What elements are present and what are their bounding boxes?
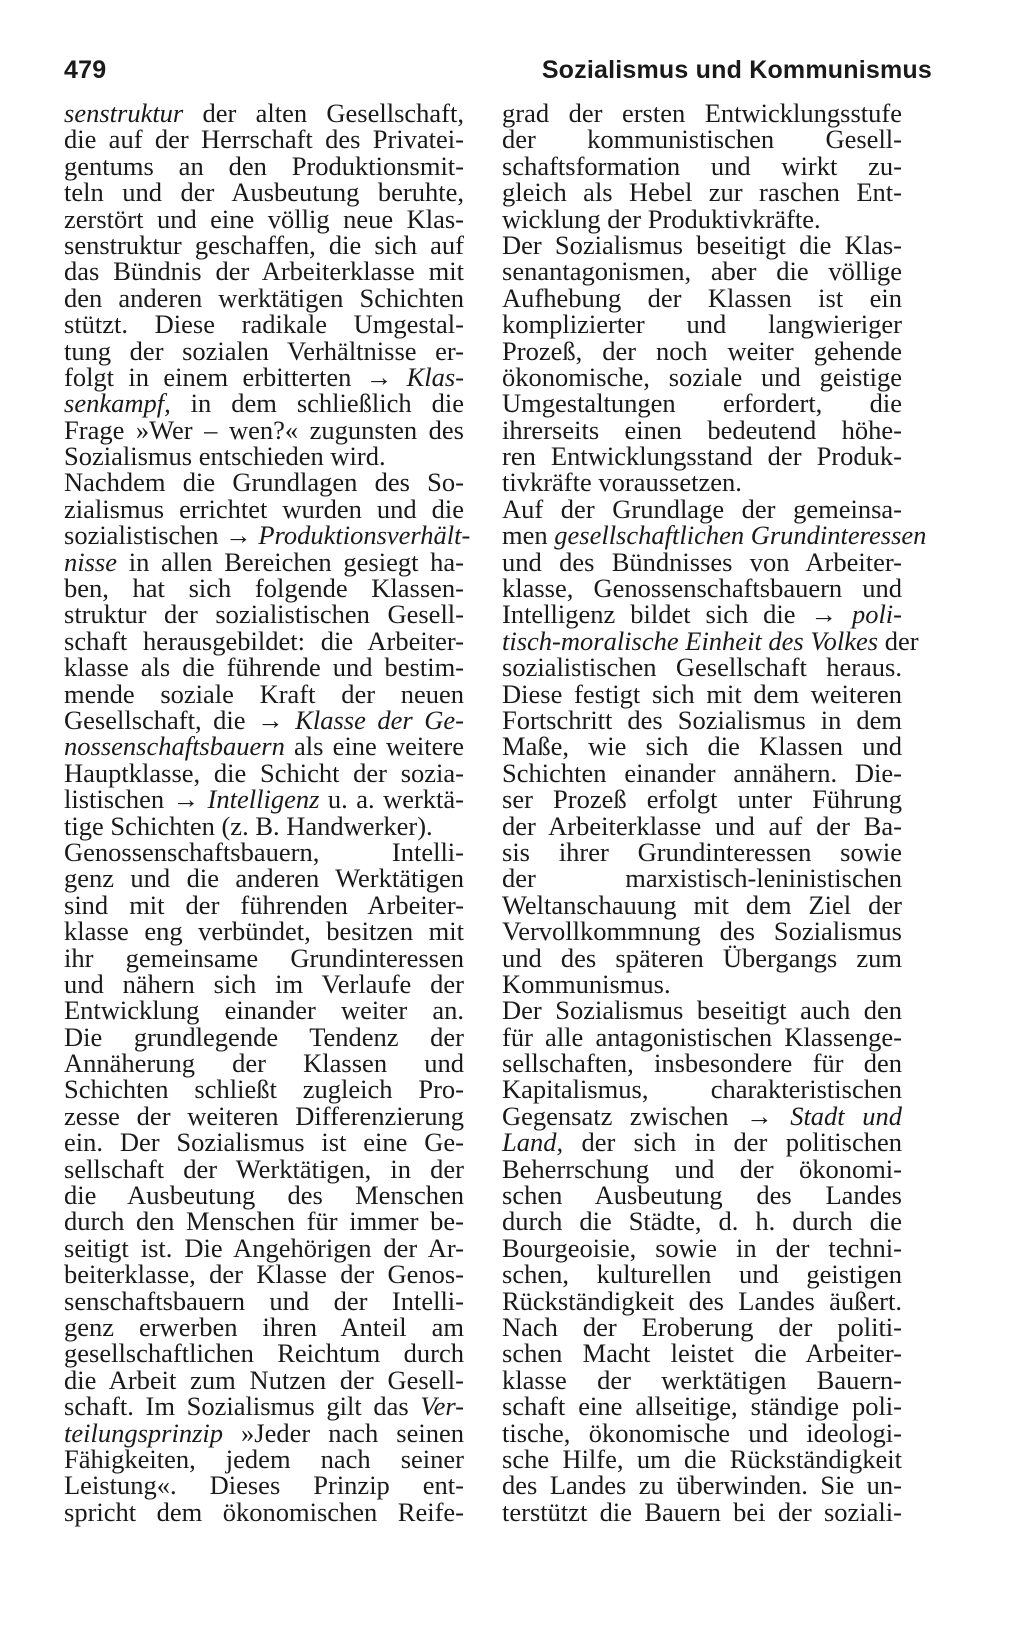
text-segment: Beherrschung und der ökonomi- (502, 1153, 902, 1184)
text-segment: ihrerseits einen bedeutend höhe- (502, 414, 902, 445)
text-segment: Bourgeoisie, sowie in der techni- (502, 1232, 902, 1263)
left-text-column (64, 98, 471, 1527)
text-segment: sellschaften, insbesondere für den (502, 1048, 902, 1079)
italic-term: senkampf, (64, 388, 171, 419)
text-line (502, 731, 902, 762)
italic-term: Klas- (406, 361, 464, 392)
text-line (502, 1364, 902, 1395)
text-line (64, 361, 464, 392)
text-line (64, 916, 464, 947)
text-segment: der (878, 625, 919, 656)
text-segment: klasse eng verbündet, besitzen mit (64, 916, 464, 947)
text-line (64, 731, 464, 762)
text-segment: Genossenschaftsbauern, Intelli- (64, 836, 464, 867)
text-segment: Entwicklung einander weiter an. (64, 995, 464, 1026)
text-segment: Weltanschauung mit dem Ziel der (502, 889, 902, 920)
text-segment: und nähern sich im Verlaufe der (64, 968, 464, 999)
text-line (502, 388, 902, 419)
text-segment: die Arbeit zum Nutzen der Gesell- (64, 1364, 464, 1395)
text-segment: Gegensatz zwischen → (502, 1100, 791, 1131)
text-line (502, 203, 902, 234)
text-line (502, 1180, 902, 1211)
text-segment: klasse der werktätigen Bauern- (502, 1364, 902, 1395)
text-segment: klasse als die führende und bestim- (64, 652, 464, 683)
text-segment: und des späteren Übergangs zum (502, 942, 902, 973)
text-segment: der marxistisch-leninistischen (502, 863, 902, 894)
text-line (64, 203, 464, 234)
text-line (64, 784, 464, 815)
text-segment: den anderen werktätigen Schichten (64, 282, 464, 313)
text-segment: schaft eine allseitige, ständige poli- (502, 1391, 902, 1422)
text-line (64, 1259, 464, 1290)
text-line (64, 124, 464, 155)
text-line (64, 573, 464, 604)
text-segment: ökonomische, soziale und geistige (502, 361, 902, 392)
text-line (502, 889, 902, 920)
text-segment: Prozeß, der noch weiter gehende (502, 335, 902, 366)
text-segment: Nachdem die Grundlagen des So- (64, 467, 464, 498)
text-segment: Diese festigt sich mit dem weiteren (502, 678, 902, 709)
text-segment: Intelligenz bildet sich die → (502, 599, 852, 630)
text-segment: Leistung«. Dieses Prinzip ent- (64, 1470, 464, 1501)
text-segment: gleich als Hebel zur raschen Ent- (502, 177, 902, 208)
text-line (64, 942, 464, 973)
text-segment: gentums an den Produktionsmit- (64, 150, 464, 181)
text-segment: teln und der Ausbeutung beruhte, (64, 177, 464, 208)
text-line (502, 546, 902, 577)
text-line (64, 995, 464, 1026)
text-line (502, 652, 902, 683)
text-line (502, 1206, 902, 1237)
text-line (502, 836, 902, 867)
text-line (502, 1232, 902, 1263)
italic-term: Land, (502, 1127, 564, 1158)
text-segment: tische, ökonomische und ideologi- (502, 1417, 902, 1448)
text-line (64, 1391, 464, 1422)
text-segment: Schichten schließt zugleich Pro- (64, 1074, 464, 1105)
text-segment: der sich in der politischen (563, 1127, 902, 1158)
text-line (64, 1074, 464, 1105)
text-line (64, 678, 464, 709)
text-line (64, 863, 464, 894)
text-segment: Rückständigkeit des Landes äußert. (502, 1285, 902, 1316)
text-line (64, 177, 464, 208)
text-line (64, 520, 471, 551)
italic-term: Ver- (420, 1391, 464, 1422)
text-line (502, 1470, 902, 1501)
text-segment: schaft herausgebildet: die Arbeiter- (64, 625, 464, 656)
text-line (64, 1100, 464, 1131)
text-segment: schen, kulturellen und geistigen (502, 1259, 902, 1290)
italic-term: senstruktur (64, 98, 184, 128)
text-line (502, 1074, 902, 1105)
text-line (64, 889, 464, 920)
text-line (502, 1153, 902, 1184)
text-line (502, 1496, 902, 1527)
text-segment: sozialistischen Gesellschaft heraus. (502, 652, 902, 683)
text-line (502, 1391, 902, 1422)
text-segment: ein. Der Sozialismus ist eine Ge- (64, 1127, 464, 1158)
text-line (502, 309, 902, 340)
text-line (502, 1311, 902, 1342)
text-line (502, 1127, 902, 1158)
text-line (502, 282, 902, 313)
text-line (64, 757, 464, 788)
text-line (64, 1311, 464, 1342)
text-line (502, 1417, 902, 1448)
text-line (64, 1443, 464, 1474)
text-line (64, 229, 464, 260)
text-line (502, 1100, 902, 1131)
text-segment: Maße, wie sich die Klassen und (502, 731, 902, 762)
text-segment: komplizierter und langwieriger (502, 309, 902, 340)
text-segment: zialismus errichtet wurden und die (64, 493, 464, 524)
text-line (502, 414, 902, 445)
text-line (64, 1153, 464, 1184)
text-line (502, 784, 902, 815)
text-line (502, 256, 902, 287)
text-line (502, 704, 902, 735)
text-line (64, 335, 464, 366)
italic-term: poli- (851, 599, 902, 630)
text-segment: struktur der sozialistischen Gesell- (64, 599, 464, 630)
text-line (64, 546, 464, 577)
text-segment: Fortschritt des Sozialismus in dem (502, 704, 902, 735)
text-line (64, 467, 464, 498)
text-segment: ihr gemeinsame Grundinteressen (64, 942, 464, 973)
text-segment: spricht dem ökonomischen Reife- (64, 1496, 464, 1527)
text-line (64, 1048, 464, 1079)
text-segment: für alle antagonistischen Klassenge- (502, 1021, 902, 1052)
italic-term: teilungsprinzip (64, 1417, 224, 1448)
text-segment: genz und die anderen Werktätigen (64, 863, 464, 894)
text-line (64, 1232, 464, 1263)
text-segment: listischen → (64, 784, 208, 815)
text-line (64, 309, 464, 340)
text-segment: senstruktur geschaffen, die sich auf (64, 229, 464, 260)
text-segment: das Bündnis der Arbeiterklasse mit (64, 256, 464, 287)
text-segment: folgt in einem erbitterten → (64, 361, 407, 392)
text-line (502, 441, 902, 472)
text-segment: sozialistischen → (64, 520, 259, 551)
text-line (502, 863, 902, 894)
text-line (502, 810, 902, 841)
italic-term: gesellschaftlichen Grundinteressen (554, 520, 927, 551)
text-segment: gesellschaftlichen Reichtum durch (64, 1338, 464, 1369)
text-segment: Sozialismus entschieden wird. (64, 441, 386, 472)
text-segment: Hauptklasse, die Schicht der sozia- (64, 757, 464, 788)
text-segment: zerstört und eine völlig neue Klas- (64, 203, 464, 234)
text-line (64, 1470, 464, 1501)
text-segment: senantagonismen, aber die völlige (502, 256, 902, 287)
text-line (502, 1259, 902, 1290)
text-segment: terstützt die Bauern bei der soziali- (502, 1496, 902, 1527)
text-segment: in allen Bereichen gesiegt ha- (117, 546, 464, 577)
text-segment: Umgestaltungen erfordert, die (502, 388, 902, 419)
text-line (502, 1021, 902, 1052)
text-line (64, 968, 464, 999)
page-number: 479 (64, 56, 107, 84)
text-line (502, 335, 902, 366)
text-line (64, 652, 464, 683)
text-line (64, 1285, 464, 1316)
text-line (502, 361, 902, 392)
text-segment: Auf der Grundlage der gemeinsa- (502, 493, 902, 524)
text-segment: grad der ersten Entwicklungsstufe (502, 98, 902, 128)
text-segment: ser Prozeß erfolgt unter Führung (502, 784, 902, 815)
text-line (502, 599, 902, 630)
italic-term: nossenschaftsbauern (64, 731, 285, 762)
text-line (64, 414, 464, 445)
text-segment: durch die Städte, d. h. durch die (502, 1206, 902, 1237)
text-segment: ben, hat sich folgende Klassen- (64, 573, 464, 604)
text-line (502, 150, 902, 181)
text-segment: tige Schichten (z. B. Handwerker). (64, 810, 433, 841)
text-segment: Schichten einander annähern. Die- (502, 757, 902, 788)
text-segment: sche Hilfe, um die Rückständigkeit (502, 1443, 902, 1474)
text-segment: Kapitalismus, charakteristischen (502, 1074, 902, 1105)
text-line (502, 100, 902, 126)
text-segment: Aufhebung der Klassen ist ein (502, 282, 902, 313)
text-segment: schen Ausbeutung des Landes (502, 1180, 902, 1211)
text-segment: sellschaft der Werktätigen, in der (64, 1153, 464, 1184)
text-segment: Kommunismus. (502, 968, 671, 999)
text-line (502, 229, 902, 260)
text-line (502, 1048, 902, 1079)
text-line (64, 1338, 464, 1369)
text-line (502, 520, 927, 551)
text-line (502, 625, 919, 656)
text-segment: sis ihrer Grundinteressen sowie (502, 836, 902, 867)
text-line (502, 177, 902, 208)
text-segment: Gesellschaft, die → (64, 704, 296, 735)
text-line (502, 467, 902, 498)
text-line (502, 1443, 902, 1474)
text-line (64, 1364, 464, 1395)
text-segment: Fähigkeiten, jedem nach seiner (64, 1443, 464, 1474)
text-line (502, 573, 902, 604)
italic-term: Intelligenz (207, 784, 320, 815)
text-line (64, 1127, 464, 1158)
text-segment: men (502, 520, 555, 551)
text-segment: Vervollkommnung des Sozialismus (502, 916, 902, 947)
text-segment: zesse der weiteren Differenzierung (64, 1100, 464, 1131)
text-segment: tung der sozialen Verhältnisse er- (64, 335, 464, 366)
text-line (502, 678, 902, 709)
text-segment: beiterklasse, der Klasse der Genos- (64, 1259, 464, 1290)
italic-term: Klasse der Ge- (295, 704, 464, 735)
text-line (64, 1496, 464, 1527)
text-line (64, 493, 464, 524)
text-segment: schaft. Im Sozialismus gilt das (64, 1391, 421, 1422)
text-line (502, 124, 902, 155)
italic-term: Produktionsverhält- (258, 520, 471, 551)
italic-term: tisch-moralische Einheit des Volkes (502, 625, 879, 656)
text-line (502, 493, 902, 524)
text-line (64, 388, 464, 419)
text-line (64, 256, 464, 287)
text-line (64, 625, 464, 656)
text-segment: wicklung der Produktivkräfte. (502, 203, 821, 234)
text-line (64, 100, 464, 126)
text-line (502, 942, 902, 973)
text-segment: seitigt ist. Die Angehörigen der Ar- (64, 1232, 464, 1263)
text-segment: der kommunistischen Gesell- (502, 124, 902, 155)
text-segment: stützt. Diese radikale Umgestal- (64, 309, 464, 340)
text-segment: genz erwerben ihren Anteil am (64, 1311, 464, 1342)
text-line (502, 757, 902, 788)
text-segment: in dem schließlich die (170, 388, 464, 419)
text-segment: Annäherung der Klassen und (64, 1048, 464, 1079)
text-line (502, 916, 902, 947)
text-segment: des Landes zu überwinden. Sie un- (502, 1470, 902, 1501)
page-header (64, 52, 932, 92)
text-segment: durch den Menschen für immer be- (64, 1206, 464, 1237)
text-segment: schen Macht leistet die Arbeiter- (502, 1338, 902, 1369)
text-segment: klasse, Genossenschaftsbauern und (502, 573, 902, 604)
text-segment: »Jeder nach seinen (223, 1417, 464, 1448)
italic-term: Stadt und (790, 1100, 902, 1131)
text-line (64, 441, 464, 472)
text-line (64, 836, 464, 867)
text-line (502, 995, 902, 1026)
text-segment: Der Sozialismus beseitigt auch den (502, 995, 902, 1026)
text-line (64, 282, 464, 313)
text-segment: und des Bündnisses von Arbeiter- (502, 546, 902, 577)
text-segment: u. a. werktä- (319, 784, 464, 815)
text-segment: Nach der Eroberung der politi- (502, 1311, 902, 1342)
text-segment: ren Entwicklungsstand der Produk- (502, 441, 902, 472)
text-line (64, 704, 464, 735)
text-segment: Der Sozialismus beseitigt die Klas- (502, 229, 902, 260)
text-segment: mende soziale Kraft der neuen (64, 678, 464, 709)
running-head: Sozialismus und Kommunismus (541, 56, 932, 84)
text-segment: der Arbeiterklasse und auf der Ba- (502, 810, 902, 841)
text-line (502, 1338, 902, 1369)
right-text-column (502, 98, 927, 1527)
text-segment: die Ausbeutung des Menschen (64, 1180, 464, 1211)
italic-term: nisse (64, 546, 117, 577)
text-line (64, 1206, 464, 1237)
text-segment: senschaftsbauern und der Intelli- (64, 1285, 464, 1316)
text-line (502, 1285, 902, 1316)
text-line (64, 1021, 464, 1052)
text-segment: der alten Gesellschaft, (183, 98, 464, 128)
text-segment: die auf der Herrschaft des Privatei- (64, 124, 464, 155)
text-line (64, 810, 464, 841)
text-line (64, 1417, 464, 1448)
text-segment: als eine weitere (284, 731, 464, 762)
text-line (64, 150, 464, 181)
text-line (64, 599, 464, 630)
text-segment: schaftsformation und wirkt zu- (502, 150, 902, 181)
text-segment: Frage »Wer – wen?« zugunsten des (64, 414, 464, 445)
text-segment: Die grundlegende Tendenz der (64, 1021, 464, 1052)
text-line (502, 968, 902, 999)
text-segment: sind mit der führenden Arbeiter- (64, 889, 464, 920)
text-segment: tivkräfte voraussetzen. (502, 467, 742, 498)
text-line (64, 1180, 464, 1211)
